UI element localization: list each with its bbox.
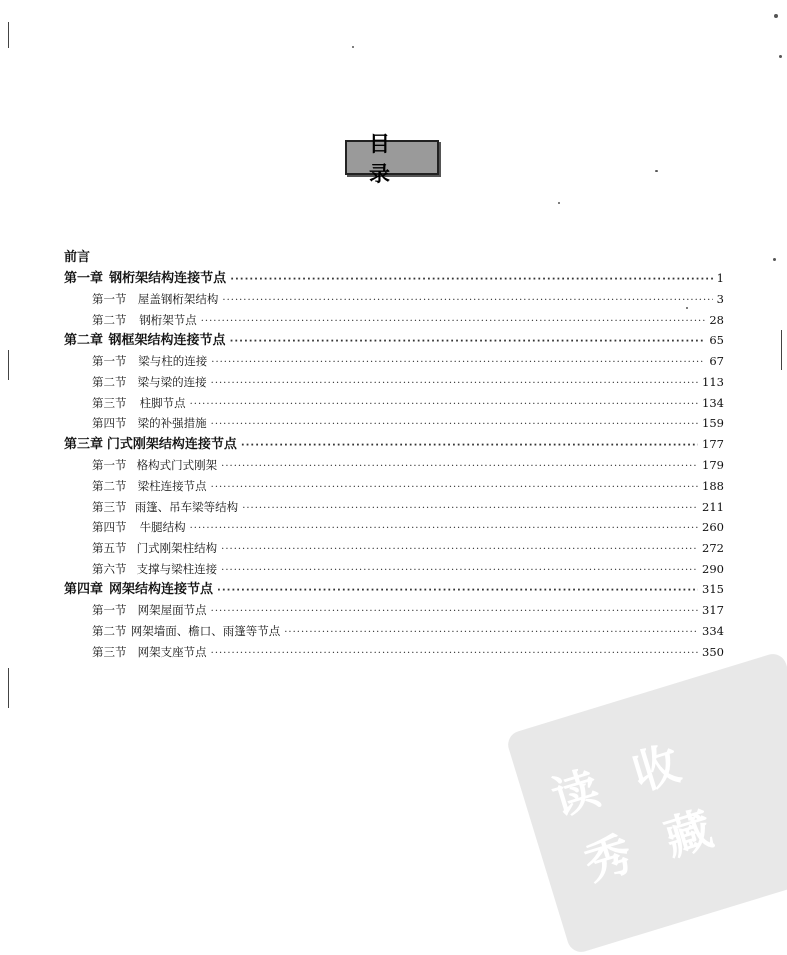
toc-section[interactable] — [64, 538, 724, 559]
dot-leader — [211, 415, 698, 434]
section-title: 梁的补强措施 — [137, 416, 207, 431]
page-number: 188 — [702, 478, 724, 493]
toc-section[interactable] — [64, 289, 724, 310]
toc-chapter-1[interactable] — [64, 268, 724, 289]
section-number: 第二节 — [92, 312, 127, 327]
page-number: 1 — [716, 271, 724, 285]
scan-edge-mark — [781, 330, 782, 370]
scan-edge-mark — [8, 22, 9, 48]
dot-leader — [221, 561, 698, 580]
dot-leader — [211, 644, 698, 663]
dot-leader — [211, 478, 698, 497]
dot-leader — [222, 291, 712, 310]
section-title: 网架屋面节点 — [137, 603, 207, 618]
section-title: 梁与梁的连接 — [137, 375, 207, 390]
chapter-title: 网架结构连接节点 — [109, 582, 214, 598]
dot-leader — [190, 395, 698, 414]
section-number: 第一节 — [92, 458, 127, 473]
toc-preface-label: 前言 — [64, 250, 91, 265]
toc-chapter-3[interactable] — [64, 434, 724, 455]
page-number: 317 — [702, 603, 724, 618]
toc-section[interactable] — [64, 621, 724, 642]
page-title — [345, 131, 439, 186]
page-number: 315 — [702, 582, 724, 597]
toc-section[interactable] — [64, 497, 724, 518]
dot-leader — [221, 457, 698, 476]
dot-leader — [211, 602, 698, 621]
toc-section[interactable] — [64, 372, 724, 393]
dot-leader — [241, 435, 698, 455]
scan-speck — [779, 55, 782, 58]
chapter-title: 钢桁架结构连接节点 — [109, 271, 227, 286]
section-number: 第一节 — [92, 354, 127, 369]
section-title: 支撑与梁柱连接 — [136, 561, 218, 576]
toc-section[interactable] — [64, 517, 724, 538]
scan-edge-mark — [8, 668, 9, 708]
section-title: 网架墙面、檐口、雨篷等节点 — [130, 623, 281, 638]
page-number: 67 — [709, 354, 724, 369]
section-number: 第五节 — [92, 540, 127, 555]
section-title: 梁与柱的连接 — [138, 354, 208, 369]
section-number: 第二节 — [92, 478, 127, 493]
section-title: 格构式门式刚架 — [136, 458, 218, 473]
dot-leader — [211, 374, 698, 393]
seal-character: 秀 — [578, 825, 639, 892]
section-number: 第四节 — [92, 416, 127, 431]
page-number: 159 — [702, 416, 724, 431]
page-number: 179 — [702, 458, 724, 473]
page-title-text: 目 录 — [369, 131, 412, 186]
chapter-title: 门式刚架结构连接节点 — [106, 437, 237, 453]
toc-section[interactable] — [64, 393, 724, 414]
page-number: 65 — [709, 333, 724, 348]
page-number: 134 — [702, 395, 724, 410]
page-number: 350 — [702, 644, 724, 659]
page-number: 28 — [709, 312, 724, 327]
toc-section[interactable] — [64, 476, 724, 497]
dot-leader — [230, 269, 712, 289]
dot-leader — [242, 499, 698, 518]
chapter-title: 钢框架结构连接节点 — [108, 333, 226, 349]
toc-section[interactable] — [64, 600, 724, 621]
chapter-number: 第一章 — [64, 271, 104, 286]
scan-edge-mark — [8, 350, 9, 380]
scan-speck — [773, 258, 776, 261]
dot-leader — [230, 331, 706, 351]
section-title: 网架支座节点 — [137, 644, 207, 659]
page-number: 260 — [702, 520, 724, 535]
section-title: 雨篷、吊车梁等结构 — [134, 499, 239, 514]
page-number: 113 — [702, 375, 724, 390]
toc-chapter-4[interactable] — [64, 579, 724, 600]
toc-chapter-2[interactable] — [64, 330, 724, 351]
page-number: 177 — [702, 437, 724, 452]
seal-character: 藏 — [658, 801, 719, 867]
dot-leader — [211, 353, 705, 372]
scan-speck — [655, 170, 658, 172]
dot-leader — [201, 312, 706, 331]
page-number: 334 — [702, 623, 724, 638]
section-number: 第三节 — [92, 644, 127, 659]
section-title: 门式刚架柱结构 — [136, 540, 218, 555]
section-number: 第一节 — [92, 292, 127, 306]
section-number: 第三节 — [92, 395, 127, 410]
section-title: 屋盖钢桁架结构 — [137, 292, 219, 306]
toc-section[interactable] — [64, 559, 724, 580]
chapter-number: 第四章 — [64, 582, 104, 598]
page-number: 211 — [702, 499, 724, 514]
dot-leader — [190, 519, 698, 538]
section-number: 第三节 — [92, 499, 127, 514]
section-title: 柱脚节点 — [139, 395, 186, 410]
section-number: 第六节 — [92, 561, 127, 576]
section-number: 第一节 — [92, 603, 127, 618]
watermark-seal — [505, 651, 787, 955]
page-number: 3 — [716, 292, 724, 306]
section-title: 牛腿结构 — [139, 520, 186, 535]
dot-leader — [221, 540, 698, 559]
toc-section[interactable] — [64, 310, 724, 331]
table-of-contents — [64, 248, 724, 662]
scan-speck — [558, 202, 560, 204]
section-number: 第二节 — [92, 375, 127, 390]
chapter-number: 第三章 — [64, 437, 104, 453]
toc-section[interactable] — [64, 351, 724, 372]
scan-speck — [352, 46, 354, 48]
toc-preface[interactable] — [64, 248, 724, 268]
toc-section[interactable] — [64, 413, 724, 434]
toc-section[interactable] — [64, 455, 724, 476]
seal-character: 读 — [545, 760, 606, 826]
section-title: 钢桁架节点 — [139, 312, 197, 327]
page-number: 272 — [702, 540, 724, 555]
page-number: 290 — [702, 561, 724, 576]
dot-leader — [217, 580, 698, 600]
seal-character: 收 — [626, 736, 686, 802]
chapter-number: 第二章 — [64, 333, 104, 349]
section-number: 第二节 — [92, 623, 127, 638]
scan-speck — [774, 14, 778, 18]
dot-leader — [284, 623, 698, 642]
section-title: 梁柱连接节点 — [137, 478, 207, 493]
section-number: 第四节 — [92, 520, 127, 535]
toc-section[interactable] — [64, 642, 724, 663]
